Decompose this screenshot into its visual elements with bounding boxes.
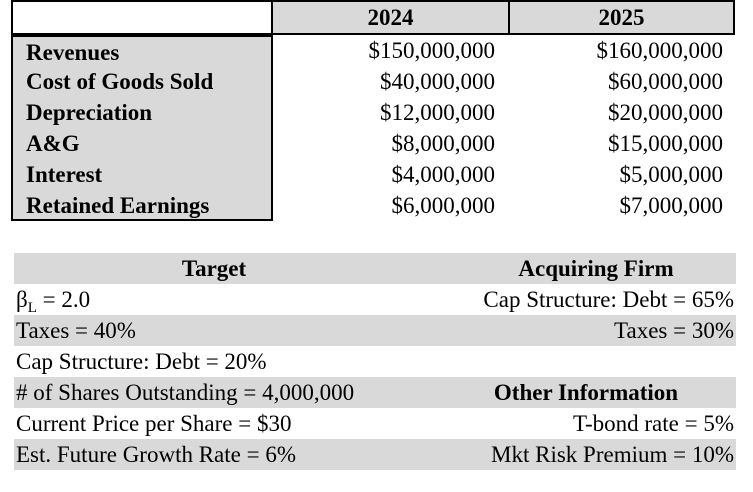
value-2025: $15,000,000 xyxy=(608,131,723,156)
row-label: Depreciation xyxy=(11,97,273,128)
row-label: Cost of Goods Sold xyxy=(11,66,273,97)
financial-header-row xyxy=(11,0,735,35)
row-label: Retained Earnings xyxy=(11,190,273,221)
value-2024: $8,000,000 xyxy=(391,131,495,156)
info-row-shares xyxy=(14,377,736,408)
acquirer-cap-structure: Cap Structure: Debt = 65% xyxy=(483,287,734,312)
financial-row-revenues xyxy=(11,35,735,66)
value-2024: $4,000,000 xyxy=(391,162,495,187)
acquirer-taxes: Taxes = 30% xyxy=(614,318,734,343)
value-2025: $160,000,000 xyxy=(596,38,723,63)
financial-row-ag xyxy=(11,128,735,159)
beta-value: = 2.0 xyxy=(36,287,91,312)
year-header-2025: 2025 xyxy=(508,0,735,35)
current-price: Current Price per Share = $30 xyxy=(16,411,292,436)
value-2024: $40,000,000 xyxy=(380,69,495,94)
value-2025: $7,000,000 xyxy=(619,193,723,218)
target-cap-structure: Cap Structure: Debt = 20% xyxy=(16,349,267,374)
risk-premium: Mkt Risk Premium = 10% xyxy=(491,442,734,467)
value-2024: $12,000,000 xyxy=(380,100,495,125)
target-taxes: Taxes = 40% xyxy=(16,318,136,343)
financial-table xyxy=(11,0,735,221)
year-header-2024: 2024 xyxy=(273,0,508,35)
tbond-rate: T-bond rate = 5% xyxy=(573,411,734,436)
financial-row-interest xyxy=(11,159,735,190)
target-heading: Target xyxy=(181,256,247,281)
info-row-taxes xyxy=(14,315,736,346)
beta-symbol: β xyxy=(16,287,28,312)
financial-row-retained-earnings xyxy=(11,190,735,221)
info-heading-row xyxy=(14,253,736,284)
acquirer-heading: Acquiring Firm xyxy=(518,256,674,281)
info-row-beta xyxy=(14,284,736,315)
beta-levered xyxy=(14,284,90,315)
info-row-price xyxy=(14,408,736,439)
value-2025: $20,000,000 xyxy=(608,100,723,125)
beta-subscript: L xyxy=(27,300,37,316)
value-2024: $150,000,000 xyxy=(368,38,495,63)
header-blank-cell xyxy=(11,0,273,35)
info-row-growth xyxy=(14,439,736,470)
info-table xyxy=(14,253,736,470)
value-2024: $6,000,000 xyxy=(391,193,495,218)
row-label: Revenues xyxy=(11,35,273,66)
financial-row-cogs xyxy=(11,66,735,97)
row-label: Interest xyxy=(11,159,273,190)
growth-rate: Est. Future Growth Rate = 6% xyxy=(16,442,296,467)
info-row-cap-structure xyxy=(14,346,736,377)
financial-row-depreciation xyxy=(11,97,735,128)
value-2025: $60,000,000 xyxy=(608,69,723,94)
other-info-heading: Other Information xyxy=(493,380,679,405)
value-2025: $5,000,000 xyxy=(619,162,723,187)
row-label: A&G xyxy=(11,128,273,159)
shares-outstanding: # of Shares Outstanding = 4,000,000 xyxy=(16,380,355,405)
